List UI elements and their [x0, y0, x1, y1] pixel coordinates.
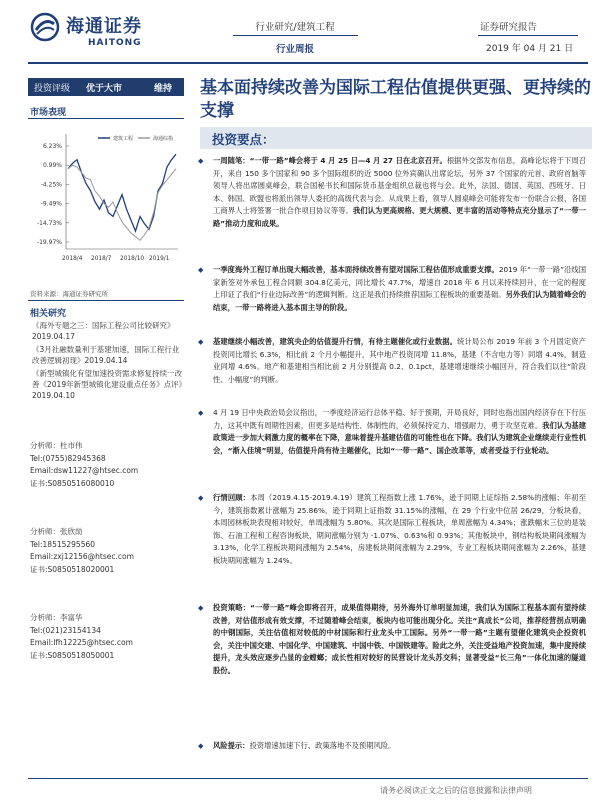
para-tail: 另外我们认为随着峰会的结束，一带一路将进入基本面主导的阶段。 — [213, 290, 587, 312]
report-type: 行业周报 — [275, 44, 314, 55]
legend-build: 建筑工程 — [113, 136, 134, 142]
footer-disclaimer[interactable]: 请务必阅读正文之后的信息披露和法律声明 — [380, 786, 532, 795]
logo-english: HAITONG — [88, 38, 142, 48]
bullet-icon: ◆ — [198, 157, 204, 165]
report-title: 基本面持续改善为国际工程估值提供更强、更持续的支撑 — [200, 78, 591, 121]
x-tick-label: 2019/1 — [149, 256, 170, 262]
paragraph-infrastructure — [200, 336, 586, 386]
para-body: 根据外交部发布信息，高峰论坛将于下周召开，来自 150 多个国家和 90 多个国际组织的近 5000 位外宾确认出席论坛，另外 37 个国家的元首、政府首脑等领导人将出席圆桌峰会，联合国秘书长和国际货币基金组织总裁也将与会。此外，法国、德国、英国、西班牙、日本、韩国、欧盟也将派出领导人委托的高级代表与会。从成果上看，领导人圆桌峰会可能将发布一份联合公报，各国工商界人士将签署一批合作项目协议等等。 — [213, 156, 586, 216]
paragraph-politburo — [200, 407, 586, 457]
bullet-icon: ◆ — [198, 409, 204, 417]
related-item[interactable]: 《新型城镇化有望加速投资需求修复持续一改善《2019年新型城镇化建设重点任务》点评》2019.04.10 — [32, 369, 183, 400]
analyst-name: 分析师：杜市伟 — [30, 441, 83, 450]
analyst-cert: 证书:S0850516080010 — [30, 478, 115, 488]
analyst-cert: 证书:S0850518050001 — [30, 650, 115, 660]
y-tick-label: -14.73% — [36, 219, 62, 227]
para-tail: 我们认为更高规格、更大规模、更丰富的活动等特点充分显示了“一带一路”推动力度和成果。 — [213, 206, 587, 228]
bullet-icon: ◆ — [198, 338, 204, 346]
y-tick-label: 0.99% — [42, 162, 62, 170]
paragraph-risk — [200, 740, 586, 753]
report-date: 2019 年 04 月 21 日 — [486, 44, 574, 54]
bullet-icon: ◆ — [198, 266, 204, 274]
para-body: 统计局公布 2019 年前 3 个月固定资产投资同比增长 6.3%，相比前 2 个月小幅提升，其中地产投资同增 11.8%，基建（不含电力等）同增 4.4%，制造业同增 4.6%。地产和基建相当相比前 2 月分别提高 0.2、0.1pct，基建增速继续小幅回升，符合我们以往“阶段性、小幅度”的判断。 — [213, 337, 586, 384]
x-tick-label: 2018/10 — [120, 256, 145, 262]
para-body: 本周（2019.4.15-2019.4.19）建筑工程指数上涨 1.76%，逊于同期上证综指 2.58%的涨幅；年初至今，建筑指数累计涨幅为 25.86%，逊于同期上证指数 31.15%的涨幅，在 29 个行业中位居 26/29，分板块看，本周园林板块表现相对较好，单周涨幅为 5.80%。其次是国际工程板块，单周涨幅为 4.34%；涨跌幅末三位的是装饰、石油工程和工程咨询板块，期间涨幅分别为 -1.07%、0.63%和 0.93%；其他板块中，钢结构板块期间涨幅为 3.13%，化学工程板块期间涨幅为 2.54%，房建板块期间涨幅为 2.29%，专业工程板块期间涨幅为 2.26%，基建板块期间涨幅为 1.24%。 — [213, 493, 587, 565]
logo-chinese: 海通证券 — [66, 16, 142, 37]
para-lead-rest: “一带一路”峰会将于 4 月 25 日—4 月 27 日在北京召开。 — [249, 156, 447, 165]
para-tail: 我们认为基建政策进一步加大刺激力度的概率在下降，意味着提升基建估值的可能性也在下降。我们认为建筑企业继续走行业性机会，“渐入佳境”明显，估值提升尚有待主题催化，比如“一带一路”、国企改革等，或者受益于行业轮动。 — [213, 420, 587, 455]
para-lead: 行情回顾： — [213, 493, 251, 502]
y-tick-label: 6.23% — [42, 143, 62, 150]
y-tick-label: -9.49% — [40, 200, 62, 208]
footer-rule — [28, 778, 588, 779]
related-section-label: 相关研究 — [30, 309, 67, 319]
chart-source: 资料来源：海通证券研究所 — [30, 290, 108, 298]
report-category: 行业研究/建筑工程 — [255, 22, 335, 33]
bullet-icon: ◆ — [198, 742, 204, 750]
series-line-build — [68, 154, 176, 231]
analyst-block — [30, 526, 180, 576]
analyst-block — [30, 612, 180, 662]
para-lead: 一季度海外工程订单出现大幅改善，基本面持续改善有望对国际工程估值形成重要支撑。 — [213, 265, 499, 274]
x-tick-label: 2018/4 — [62, 256, 83, 262]
related-item[interactable]: 《海外专题之三：国际工程公司比较研究》2019.04.17 — [32, 321, 175, 341]
bullet-icon: ◆ — [198, 604, 204, 612]
analyst-cert: 证书:S0850518020001 — [30, 564, 115, 574]
paragraph-market-review — [200, 492, 586, 568]
analyst-tel: Tel:(021)23154134 — [30, 625, 101, 635]
report-label: 证券研究报告 — [480, 22, 538, 33]
related-item[interactable]: 《3月社融数量利于基建加速，国际工程行业改善逻辑初现》2019.04.14 — [32, 345, 180, 365]
analyst-email[interactable]: Email:zxj12156@htsec.com — [30, 552, 134, 561]
paragraph-strategy — [200, 602, 586, 678]
analyst-tel: Tel:18515295560 — [30, 539, 96, 549]
analyst-tel: Tel:(0755)82945368 — [30, 453, 106, 463]
para-lead-rest: “一带一路”峰会即将召开，成果值得期待，另外海外订单明显加速，我们认为国际工程基本面有望持续改善，对估值形成有效支撑，不过随着峰会结束，板块内也可能出现分化。关注“真成长”公司，推荐经营拐点明确的中钢国际，关注估值相对较低的中材国际和行业龙头中工国际。另外“一带一路”主题有望催化建筑央企投资机会，关注中国交建、中国化学、中国建筑、中国中铁、中国铁建等。险此之外，关注受益地产投资加速，集中度持续提升，龙头效应逐步凸显的金螳螂；成长性相对较好的民营设计龙头苏交科；显著受益“长三角”一体化加速的隧道股份。 — [213, 603, 587, 675]
y-tick-label: -19.97% — [36, 239, 62, 246]
analyst-email[interactable]: Email:lfh12225@htsec.com — [30, 638, 133, 647]
para-body: 2019 年“一带一路”沿线国家新签对外承包工程合同额 304.8亿美元，同比增长 47.7%，增速自 2018 年 6 月以来持续回升，在一定的程度上印证了我们“行业边际改善”的逻辑判断。这正是我们持续推荐国际工程板块的重要基础。 — [213, 265, 586, 300]
paragraph-weekly — [200, 155, 586, 231]
rating-status: 维持 — [154, 84, 173, 94]
series-line-index — [68, 165, 176, 240]
para-lead: 风险提示： — [213, 741, 250, 750]
para-body: 投资增速加速下行、政策落地不及预期风险。 — [249, 741, 396, 750]
market-performance-chart — [28, 124, 186, 269]
key-points-box — [200, 127, 592, 149]
para-lead: 基建继续小幅改善，建筑央企的估值提升行情，有待主题催化或行业数据。 — [213, 337, 458, 346]
header-divider — [233, 35, 358, 36]
analyst-block — [30, 440, 180, 490]
x-tick-label: 2018/7 — [91, 256, 112, 262]
y-tick-label: -4.25% — [40, 181, 62, 189]
rating-label: 投资评级 — [34, 84, 71, 94]
para-lead: 投资策略： — [213, 603, 251, 612]
header-divider-right — [478, 35, 578, 36]
analyst-name: 分析师：李富华 — [30, 613, 83, 622]
header-rule — [28, 62, 588, 64]
analyst-email[interactable]: Email:dsw11227@htsec.com — [30, 466, 139, 475]
chart-rule — [28, 300, 184, 301]
paragraph-orders — [200, 264, 586, 314]
key-points-label: 投资要点： — [212, 132, 275, 147]
para-body: 4 月 19 日中央政治局会议指出，一季度经济运行总体平稳、好于预期，开局良好，同时也指出国内经济存在下行压力，这其中既有周期性因素，但更多是结构性、体制性的，必须保持定力、增强耐力，勇于攻坚克难。 — [213, 408, 586, 430]
market-rule — [28, 118, 184, 119]
bullet-icon: ◆ — [198, 494, 204, 502]
analyst-name: 分析师：张欣劼 — [30, 527, 83, 536]
legend-index: 海通综指 — [153, 136, 174, 142]
para-lead: 一周随笔： — [213, 156, 250, 165]
rating-bar — [28, 78, 184, 96]
rating-value: 优于大市 — [86, 84, 123, 94]
haitong-logo-icon — [30, 12, 60, 42]
market-section-label: 市场表现 — [30, 108, 67, 118]
